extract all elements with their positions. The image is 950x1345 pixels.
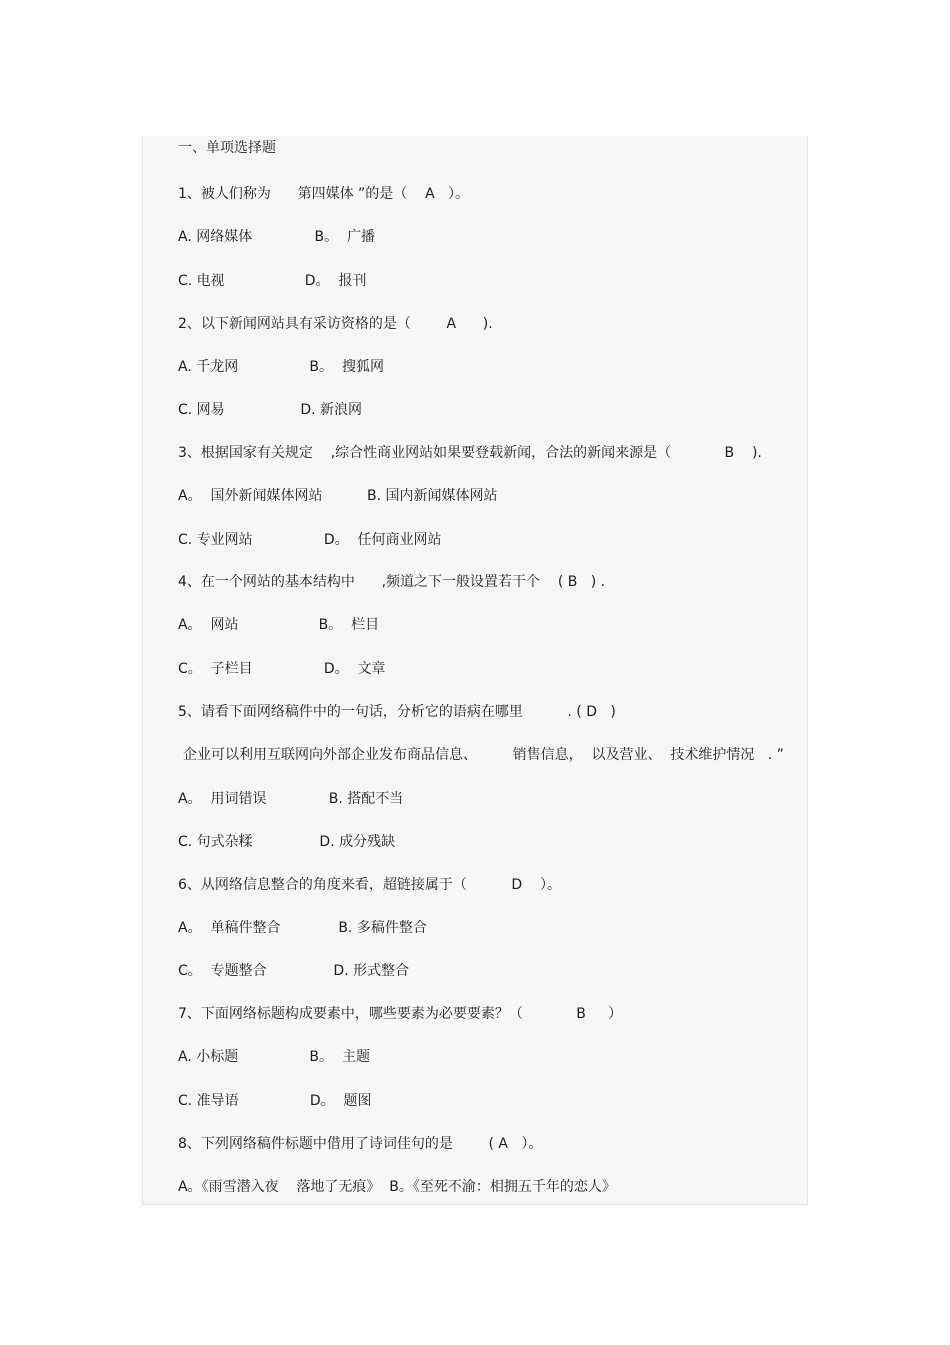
question-4-options-row-2: C。 子栏目 D。 文章	[178, 661, 386, 677]
question-8-options-row-1: A。《雨雪潜入夜 落地了无痕》 B。《至死不渝：相拥五千年的恋人》	[178, 1179, 616, 1195]
question-6-options-row-1: A。 单稿件整合 B. 多稿件整合	[178, 920, 427, 936]
section-title: 一、单项选择题	[178, 140, 276, 156]
question-3-options-row-1: A。 国外新闻媒体网站 B. 国内新闻媒体网站	[178, 488, 498, 504]
question-2-options-row-1: A. 千龙网 B。 搜狐网	[178, 359, 384, 375]
question-6-options-row-2: C。 专题整合 D. 形式整合	[178, 963, 410, 979]
question-7-options-row-2: C. 准导语 D。 题图	[178, 1093, 372, 1109]
question-6-stem: 6、从网络信息整合的角度来看，超链接属于（ D ）。	[178, 877, 561, 893]
question-7-options-row-1: A. 小标题 B。 主题	[178, 1049, 370, 1065]
question-5-options-row-1: A。 用词错误 B. 搭配不当	[178, 791, 404, 807]
question-5-quote: 企业可以利用互联网向外部企业发布商品信息、 销售信息， 以及营业、 技术维护情况 . ”	[183, 747, 784, 763]
question-5-stem: 5、请看下面网络稿件中的一句话，分析它的语病在哪里 . ( D )	[178, 704, 616, 720]
question-1-options-row-2: C. 电视 D。 报刊	[178, 273, 367, 289]
document-page	[142, 136, 808, 1205]
question-1-options-row-1: A. 网络媒体 B。 广播	[178, 229, 376, 245]
question-8-stem: 8、下列网络稿件标题中借用了诗词佳句的是 ( A ）。	[178, 1136, 543, 1152]
question-2-stem: 2、以下新闻网站具有采访资格的是（ A ).	[178, 316, 493, 332]
question-2-options-row-2: C. 网易 D. 新浪网	[178, 402, 363, 418]
question-5-options-row-2: C. 句式杂糅 D. 成分残缺	[178, 834, 396, 850]
question-4-options-row-1: A。 网站 B。 栏目	[178, 617, 380, 633]
question-4-stem: 4、在一个网站的基本结构中 ,频道之下一般设置若干个 ( B ) .	[178, 574, 606, 590]
question-7-stem: 7、下面网络标题构成要素中，哪些要素为必要要素？（ B ）	[178, 1006, 623, 1022]
question-3-options-row-2: C. 专业网站 D。 任何商业网站	[178, 532, 442, 548]
question-3-stem: 3、根据国家有关规定 ,综合性商业网站如果要登载新闻，合法的新闻来源是（ B ).	[178, 445, 762, 461]
question-1-stem: 1、被人们称为 第四媒体 ”的是（ A ）。	[178, 186, 470, 202]
